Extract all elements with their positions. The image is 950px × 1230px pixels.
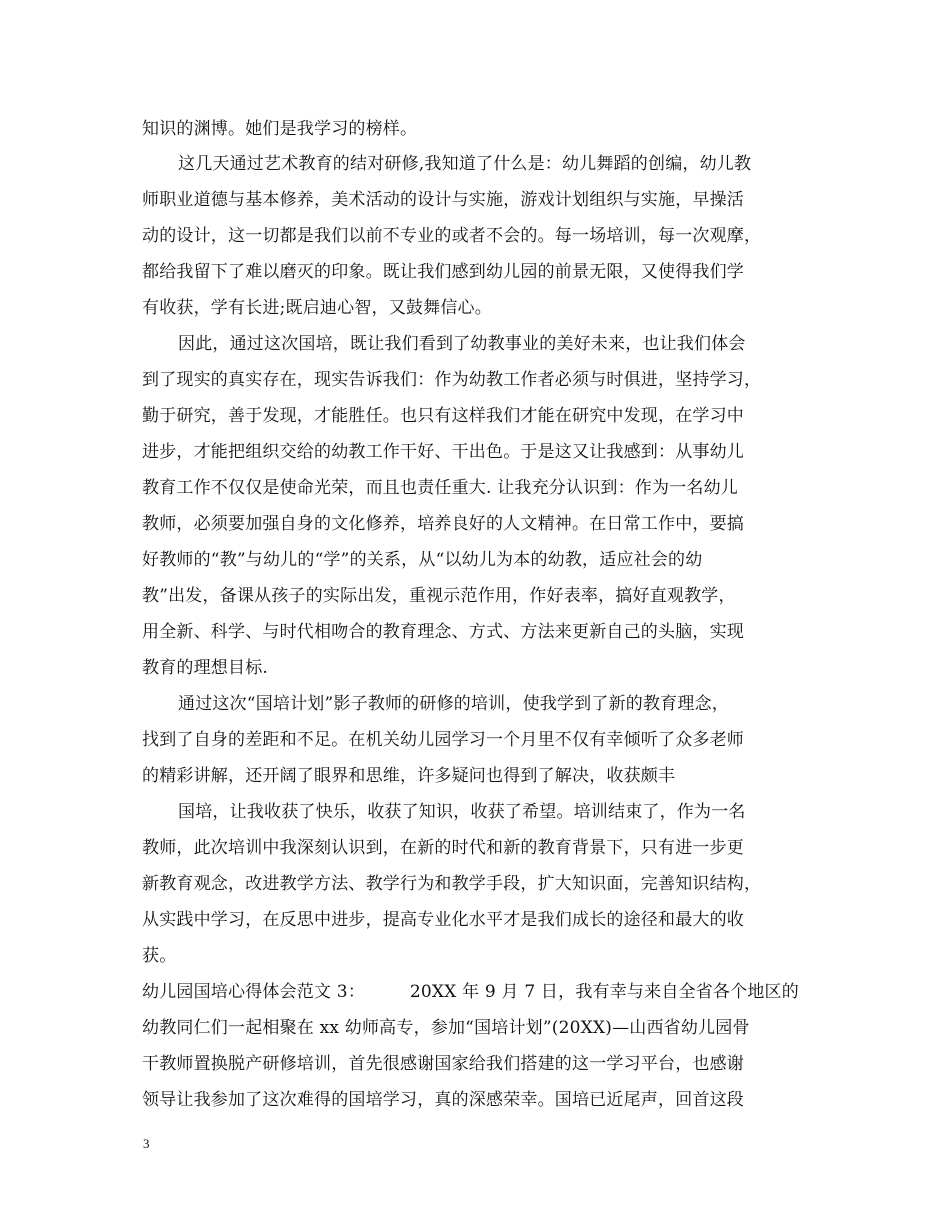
text-line: 教师，必须要加强自身的文化修养，培养良好的人文精神。在日常工作中，要搞 [142,514,744,534]
text-line: 动的设计，这一切都是我们以前不专业的或者不会的。每一场培训，每一次观摩， [142,226,762,246]
text-line: 教”出发，备课从孩子的实际出发，重视示范作用，作好表率，搞好直观教学， [142,586,736,606]
text-line: 进步，才能把组织交给的幼教工作干好、干出色。于是这又让我感到：从事幼儿 [142,442,744,462]
text-line: 新教育观念，改进教学方法、教学行为和教学手段，扩大知识面，完善知识结构， [142,874,762,894]
text-line: 用全新、科学、与时代相吻合的教育理念、方式、方法来更新自己的头脑，实现 [142,622,744,642]
text-line: 教育的理想目标. [142,658,269,678]
text-line: 国培，让我收获了快乐，收获了知识，收获了希望。培训结束了，作为一名 [178,802,746,822]
text-line: 通过这次“国培计划”影子教师的研修的培训，使我学到了新的教育理念， [178,694,729,714]
text-line: 从实践中学习，在反思中进步，提高专业化水平才是我们成长的途径和最大的收 [142,910,744,930]
text-line: 教师，此次培训中我深刻认识到，在新的时代和新的教育背景下，只有进一步更 [142,838,744,858]
text-line: 幼儿园国培心得体会范文 3： 20XX 年 9 月 7 日，我有幸与来自全省各个地区的 [142,982,799,1002]
text-line: 知识的渊博。她们是我学习的榜样。 [142,119,418,139]
text-line: 教育工作不仅仅是使命光荣，而且也责任重大. 让我充分认识到：作为一名幼儿 [142,478,739,498]
text-line: 勤于研究，善于发现，才能胜任。也只有这样我们才能在研究中发现，在学习中 [142,406,744,426]
text-line: 干教师置换脱产研修培训，首先很感谢国家给我们搭建的这一学习平台，也感谢 [142,1054,744,1074]
text-line: 到了现实的真实存在，现实告诉我们：作为幼教工作者必须与时俱进，坚持学习， [142,370,762,390]
text-line: 获。 [142,946,177,966]
page-number: 3 [143,1136,150,1151]
text-line: 师职业道德与基本修养，美术活动的设计与实施，游戏计划组织与实施，早操活 [142,190,744,210]
text-line: 都给我留下了难以磨灭的印象。既让我们感到幼儿园的前景无限，又使得我们学 [142,262,744,282]
text-line: 有收获，学有长进;既启迪心智，又鼓舞信心。 [142,298,492,318]
text-line: 找到了自身的差距和不足。在机关幼儿园学习一个月里不仅有幸倾听了众多老师 [142,730,744,750]
text-line: 领导让我参加了这次难得的国培学习，真的深感荣幸。国培已近尾声，回首这段 [142,1090,744,1110]
text-line: 的精彩讲解，还开阔了眼界和思维，许多疑问也得到了解决，收获颇丰 [142,766,676,786]
text-line: 这几天通过艺术教育的结对研修,我知道了什么是：幼儿舞蹈的创编，幼儿教 [178,154,752,174]
text-line: 幼教同仁们一起相聚在 xx 幼师高专，参加“国培计划”(20XX)—山西省幼儿园骨 [142,1018,750,1038]
text-line: 因此，通过这次国培，既让我们看到了幼教事业的美好未来，也让我们体会 [178,334,746,354]
text-line: 好教师的“教”与幼儿的“学”的关系，从“以幼儿为本的幼教，适应社会的幼 [142,550,703,570]
